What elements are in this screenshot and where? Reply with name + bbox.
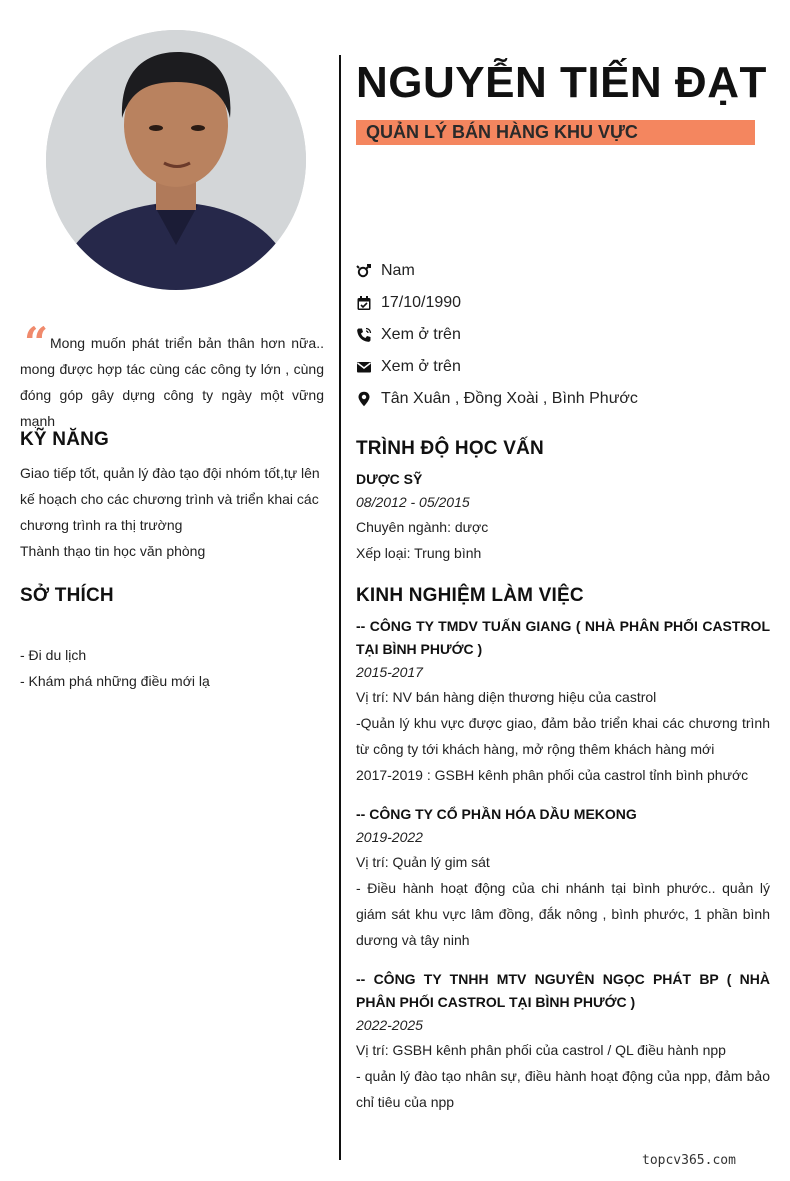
email-value: Xem ở trên [381, 358, 461, 375]
experience-item [356, 615, 770, 788]
experience-company: -- CÔNG TY CỔ PHẦN HÓA DẦU MEKONG [356, 806, 637, 822]
experience-period: 2015-2017 [356, 664, 423, 680]
hobby-item: - Đi du lịch [20, 647, 87, 663]
footer-watermark: topcv365.com [642, 1153, 736, 1168]
experience-period: 2019-2022 [356, 829, 423, 845]
column-divider [339, 55, 341, 1160]
skill-item: Giao tiếp tốt, quản lý đào tạo đội nhóm tốt,tự lên kế hoạch cho các chương trình và triển khai các chương trình ra thị trường [20, 465, 320, 533]
quote-icon: “ [24, 318, 49, 367]
info-address [356, 387, 638, 411]
profile-photo [46, 30, 306, 290]
skill-item: Thành thạo tin học văn phòng [20, 543, 206, 559]
skills-title: KỸ NĂNG [20, 429, 110, 450]
education-major: Chuyên ngành: dược [356, 519, 489, 535]
experience-line: - Điều hành hoạt động của chi nhánh tại bình phước.. quản lý giám sát khu vực lâm đồng, đắk nông , bình phước, 1 phần bình dương và tây ninh [356, 880, 770, 948]
education-grade: Xếp loại: Trung bình [356, 545, 482, 561]
address-value: Tân Xuân , Đồng Xoài , Bình Phước [381, 390, 638, 407]
education-period: 08/2012 - 05/2015 [356, 494, 470, 510]
gender-icon [356, 263, 372, 279]
calendar-icon [356, 295, 372, 311]
experience-item [356, 803, 770, 953]
education-school: DƯỢC SỸ [356, 471, 423, 487]
job-title: QUẢN LÝ BÁN HÀNG KHU VỰC [366, 122, 638, 142]
birthday-value: 17/10/1990 [381, 294, 462, 311]
info-phone [356, 323, 461, 347]
experience-period: 2022-2025 [356, 1017, 423, 1033]
experience-line: Vị trí: NV bán hàng diện thương hiệu của castrol [356, 689, 657, 705]
gender-value: Nam [381, 262, 415, 279]
career-objective: Mong muốn phát triển bản thân hơn nữa.. mong được hợp tác cùng các công ty lớn , cùng đóng góp gây dựng công ty ngày một vững mạnh [20, 335, 324, 429]
candidate-name: NGUYỄN TIẾN ĐẠT [356, 58, 767, 107]
location-icon [356, 391, 372, 407]
hobbies-list [20, 642, 324, 694]
info-birthday [356, 291, 461, 315]
experience-line: Vị trí: Quản lý gim sát [356, 854, 490, 870]
experience-item [356, 968, 770, 1115]
experience-line: - quản lý đào tạo nhân sự, điều hành hoạt động của npp, đảm bảo chỉ tiêu của npp [356, 1068, 770, 1110]
info-email [356, 355, 461, 379]
experience-title: KINH NGHIỆM LÀM VIỆC [356, 585, 584, 606]
experience-company: -- CÔNG TY TNHH MTV NGUYÊN NGỌC PHÁT BP ( NHÀ PHÂN PHỐI CASTROL TẠI BÌNH PHƯỚC ) [356, 971, 770, 1010]
experience-company: -- CÔNG TY TMDV TUẤN GIANG ( NHÀ PHÂN PHỐI CASTROL TẠI BÌNH PHƯỚC ) [356, 618, 770, 657]
experience-line: 2017-2019 : GSBH kênh phân phối của castrol tỉnh bình phước [356, 767, 749, 783]
avatar [46, 30, 306, 290]
info-gender [356, 259, 415, 283]
phone-icon [356, 327, 372, 343]
hobby-item: - Khám phá những điều mới lạ [20, 673, 210, 689]
hobbies-title: SỞ THÍCH [20, 585, 114, 606]
education-title: TRÌNH ĐỘ HỌC VẤN [356, 438, 544, 459]
skills-list [20, 460, 324, 564]
email-icon [356, 359, 372, 375]
experience-line: Vị trí: GSBH kênh phân phối của castrol / QL điều hành npp [356, 1042, 726, 1058]
experience-line: -Quản lý khu vực được giao, đảm bảo triển khai các chương trình từ công ty tới khách hàng, mở rộng thêm khách hàng mới [356, 715, 770, 757]
phone-value: Xem ở trên [381, 326, 461, 343]
education-block [356, 468, 770, 566]
